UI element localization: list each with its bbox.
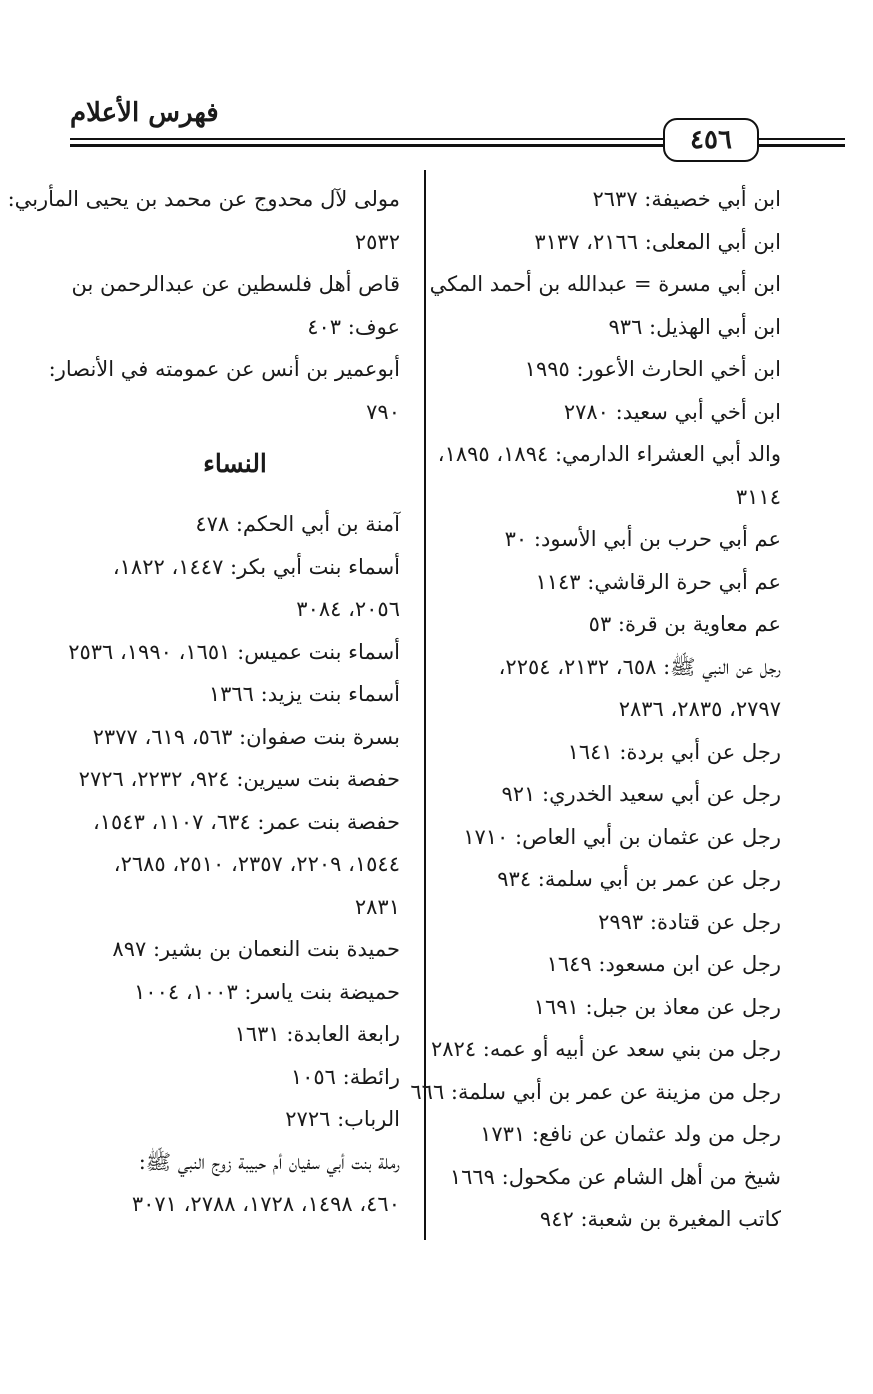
index-entry: حميضة بنت ياسر: ١٠٠٣، ١٠٠٤ <box>134 979 400 1004</box>
index-entry: ابن أبي الهذيل: ٩٣٦ <box>608 314 781 339</box>
index-entry: ٧٩٠ <box>366 399 400 424</box>
index-entry: ابن أبي المعلى: ٢١٦٦، ٣١٣٧ <box>534 229 781 254</box>
index-entry: رجل عن عمر بن أبي سلمة: ٩٣٤ <box>497 867 781 891</box>
index-entry: ٣١١٤ <box>735 484 781 509</box>
index-entry: عم أبي حرب بن أبي الأسود: ٣٠ <box>504 527 781 551</box>
index-entry: كاتب المغيرة بن شعبة: ٩٤٢ <box>539 1207 781 1231</box>
index-entry: ابن أبي خصيفة: ٢٦٣٧ <box>592 187 781 211</box>
index-entry: رجل من بني سعد عن أبيه أو عمه: ٢٨٢٤ <box>431 1037 781 1061</box>
index-entry: عم أبي حرة الرقاشي: ١١٤٣ <box>535 569 781 594</box>
right-column <box>410 178 781 1241</box>
index-entry: رجل عن معاذ بن جبل: ١٦٩١ <box>533 994 781 1019</box>
index-entry: حفصة بنت سيرين: ٩٢٤، ٢٢٣٢، ٢٧٢٦ <box>78 767 400 791</box>
index-entry: ٢٧٩٧، ٢٨٣٥، ٢٨٣٦ <box>618 697 781 721</box>
index-entry: آمنة بن أبي الحكم: ٤٧٨ <box>195 512 400 536</box>
index-entry: حميدة بنت النعمان بن بشير: ٨٩٧ <box>112 937 400 961</box>
index-entry: أبوعمير بن أنس عن عمومته في الأنصار: <box>48 357 400 381</box>
index-entry: رجل عن النبي ﷺ: ٦٥٨، ٢١٣٢، ٢٢٥٤، <box>498 654 781 679</box>
index-entry: أسماء بنت يزيد: ١٣٦٦ <box>208 682 400 706</box>
index-entry: ٢٠٥٦، ٣٠٨٤ <box>296 597 400 621</box>
index-entry: أسماء بنت عميس: ١٦٥١، ١٩٩٠، ٢٥٣٦ <box>68 639 400 664</box>
index-entry: والد أبي العشراء الدارمي: ١٨٩٤، ١٨٩٥، <box>437 442 781 466</box>
index-entry: قاص أهل فلسطين عن عبدالرحمن بن <box>71 272 400 296</box>
index-entry: حفصة بنت عمر: ٦٣٤، ١١٠٧، ١٥٤٣، <box>92 809 400 834</box>
index-entry: شيخ من أهل الشام عن مكحول: ١٦٦٩ <box>449 1164 781 1189</box>
section-heading-women: النساء <box>203 449 267 478</box>
index-entry: رابعة العابدة: ١٦٣١ <box>234 1022 400 1046</box>
index-entry: ابن أخي أبي سعيد: ٢٧٨٠ <box>563 399 781 424</box>
index-entry: رجل من ولد عثمان عن نافع: ١٧٣١ <box>480 1122 781 1146</box>
index-entry: مولى لآل محدوج عن محمد بن يحيى المأربي: <box>7 187 400 211</box>
index-entry: رجل عن عثمان بن أبي العاص: ١٧١٠ <box>463 824 781 849</box>
page-title: فهرس الأعلام <box>70 98 219 128</box>
index-entry: أسماء بنت أبي بكر: ١٤٤٧، ١٨٢٢، <box>112 554 400 579</box>
index-entry: عوف: ٤٠٣ <box>307 314 400 339</box>
index-entry: ٢٥٣٢ <box>354 229 400 254</box>
index-entry: رجل عن أبي بردة: ١٦٤١ <box>567 739 781 764</box>
index-entry: بسرة بنت صفوان: ٥٦٣، ٦١٩، ٢٣٧٧ <box>92 724 400 749</box>
index-entry: ابن أبي مسرة = عبدالله بن أحمد المكي <box>429 272 781 296</box>
index-entry: رجل عن قتادة: ٢٩٩٣ <box>598 909 781 934</box>
index-entry: عم معاوية بن قرة: ٥٣ <box>588 612 781 636</box>
index-entry: ٤٦٠، ١٤٩٨، ١٧٢٨، ٢٧٨٨، ٣٠٧١ <box>131 1192 400 1216</box>
page-number: ٤٥٦ <box>663 118 759 162</box>
index-entry: رملة بنت أبي سفيان أم حبيبة زوج النبي ﷺ: <box>138 1149 400 1174</box>
index-entry: ١٥٤٤، ٢٢٠٩، ٢٣٥٧، ٢٥١٠، ٢٦٨٥، <box>113 852 400 876</box>
index-entry: رجل عن أبي سعيد الخدري: ٩٢١ <box>501 782 781 806</box>
left-column <box>7 178 400 1226</box>
index-entry: رائطة: ١٠٥٦ <box>290 1064 400 1089</box>
index-entry: ابن أخي الحارث الأعور: ١٩٩٥ <box>524 357 781 381</box>
index-entry: رجل عن ابن مسعود: ١٦٤٩ <box>546 952 781 976</box>
index-entry: الرباب: ٢٧٢٦ <box>285 1107 400 1131</box>
index-entry: ٢٨٣١ <box>354 894 400 919</box>
index-entry: رجل من مزينة عن عمر بن أبي سلمة: ٦٦٦ <box>410 1079 781 1104</box>
